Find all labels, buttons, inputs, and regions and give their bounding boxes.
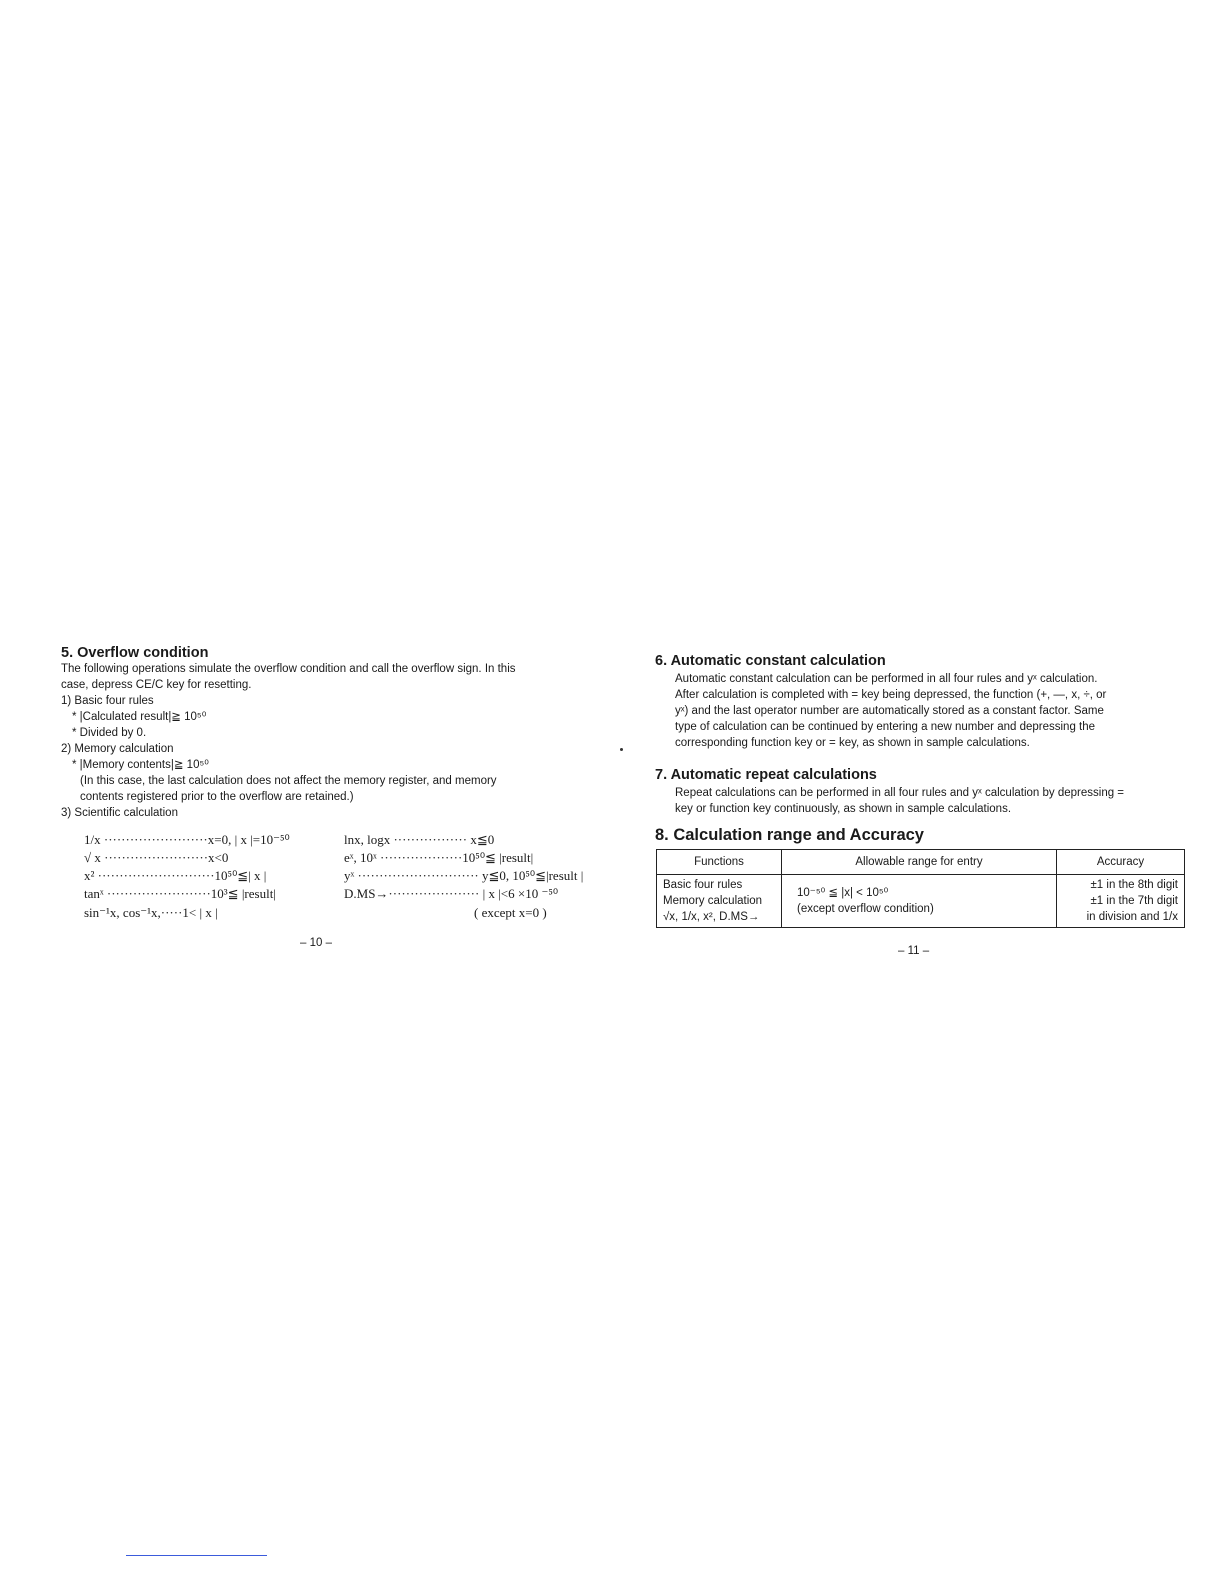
table-cell-range: [782, 875, 1057, 928]
paragraph-line: Automatic constant calculation can be performed in all four rules and yˣ calculation.: [675, 673, 1098, 685]
table-header-range: Allowable range for entry: [782, 850, 1057, 875]
section-6-heading: 6. Automatic constant calculation: [655, 653, 886, 669]
section-5-heading: 5. Overflow condition: [61, 645, 209, 661]
paragraph-line: Repeat calculations can be performed in all four rules and yˣ calculation by depressing =: [675, 787, 1125, 799]
list-item: 3) Scientific calculation: [61, 807, 178, 819]
accuracy-line: in division and 1/x: [1086, 911, 1178, 923]
section-6-body: [675, 671, 1185, 751]
formula-right: ( except x=0 ): [474, 905, 547, 920]
list-item: 1) Basic four rules: [61, 695, 154, 707]
formula-left: sin⁻¹x, cos⁻¹x,·····1< | x |: [84, 905, 218, 920]
intro-line: case, depress CE/C key for resetting.: [61, 679, 252, 691]
list-item: * |Calculated result|≧ 10⁵⁰: [72, 711, 207, 723]
formula-right: lnx, logx ················· x≦0: [344, 832, 495, 847]
footnote-rule: [126, 1555, 267, 1556]
formula-left: x² ···························10⁵⁰≦| x |: [84, 868, 267, 883]
formula-right: D.MS→····················· | x |<6 ×10 ⁻⁵⁰: [344, 886, 559, 901]
table-cell-accuracy: [1057, 875, 1185, 928]
page-number: – 10 –: [300, 937, 332, 949]
section-7-heading: 7. Automatic repeat calculations: [655, 767, 877, 783]
paragraph-line: key or function key continuously, as shown in sample calculations.: [675, 803, 1012, 815]
accuracy-line: ±1 in the 7th digit: [1090, 895, 1178, 907]
intro-line: The following operations simulate the overflow condition and call the overflow sign. In this: [61, 663, 516, 675]
table-header-accuracy: Accuracy: [1057, 850, 1185, 875]
paragraph-line: yˣ) and the last operator number are automatically stored as a constant factor. Same: [675, 705, 1104, 717]
formula-left: tanˣ ························10³≦ |result|: [84, 886, 276, 901]
section-8-heading: 8. Calculation range and Accuracy: [655, 826, 924, 844]
table-header-functions: Functions: [657, 850, 782, 875]
function-line: Memory calculation: [663, 895, 763, 907]
section-7-body: [675, 785, 1187, 817]
formula-right: yˣ ···························· y≦0, 10⁵⁰≦|result |: [344, 868, 584, 883]
section-5-body: [61, 661, 591, 821]
list-item: * Divided by 0.: [72, 727, 147, 739]
page-number: – 11 –: [898, 945, 930, 957]
range-line: 10⁻⁵⁰ ≦ |x| < 10⁵⁰: [797, 887, 889, 899]
paragraph-line: After calculation is completed with = key being depressed, the function (+, —, x, ÷, or: [675, 689, 1107, 701]
formula-right: eˣ, 10ˣ ···················10⁵⁰≦ |result|: [344, 850, 534, 865]
list-item: (In this case, the last calculation does not affect the memory register, and memory: [80, 775, 497, 787]
function-line: Basic four rules: [663, 879, 743, 891]
range-line: (except overflow condition): [797, 903, 934, 915]
table-cell-functions: [657, 875, 782, 928]
function-line: √x, 1/x, x², D.MS→: [663, 911, 760, 923]
scan-mark: [620, 748, 623, 751]
paragraph-line: corresponding function key or = key, as shown in sample calculations.: [675, 737, 1030, 749]
formula-left: 1/x ························x=0, | x |=10⁻⁵⁰: [84, 832, 290, 847]
accuracy-line: ±1 in the 8th digit: [1090, 879, 1178, 891]
list-item: 2) Memory calculation: [61, 743, 174, 755]
accuracy-table: [656, 849, 1185, 928]
list-item: contents registered prior to the overflow are retained.): [80, 791, 354, 803]
formula-left: √ x ························x<0: [84, 850, 229, 865]
list-item: * |Memory contents|≧ 10⁵⁰: [72, 759, 209, 771]
paragraph-line: type of calculation can be continued by entering a new number and depressing the: [675, 721, 1096, 733]
